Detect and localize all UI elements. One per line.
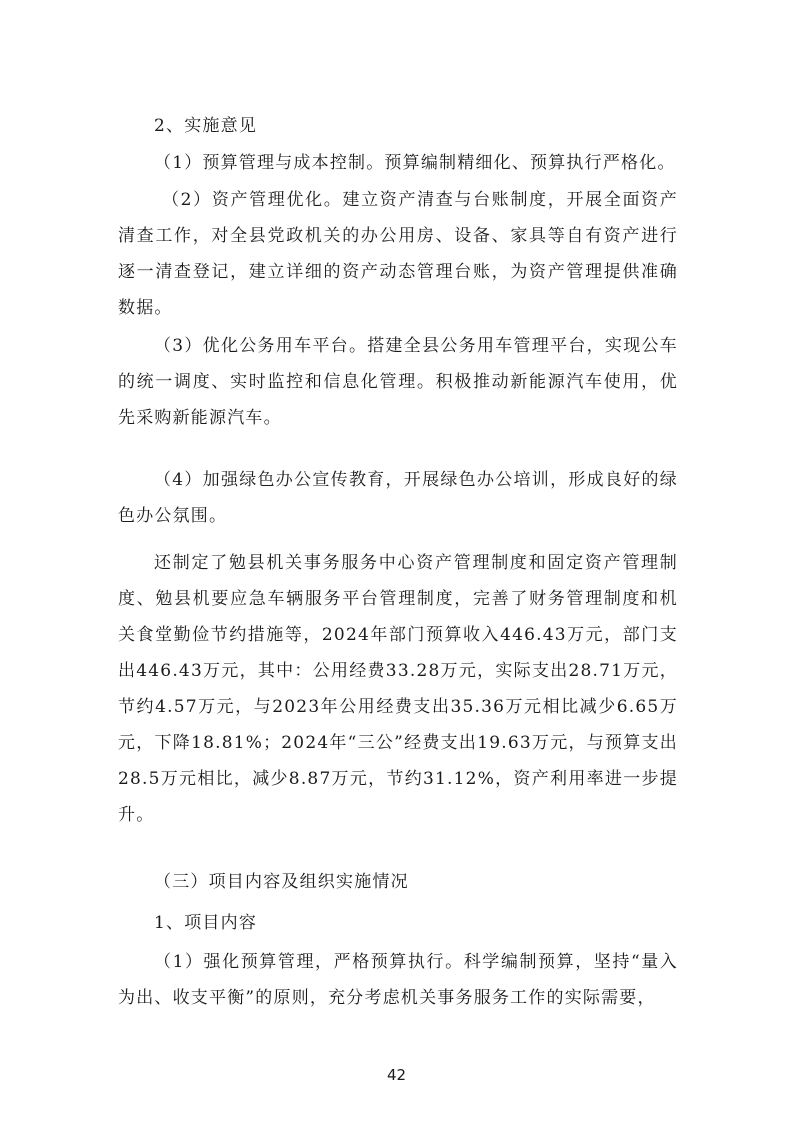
paragraph-budget-summary: 还制定了勉县机关事务服务中心资产管理制度和固定资产管理制度、勉县机要应急车辆服务平台管理制度，完善了财务管理制度和机关食堂勤俭节约措施等，2024年部门预算收入446.43万元，部门支出446.43万元，其中：公用经费33.28万元，实际支出28.71万元，节约4.57万元，与2023年公用经费支出35.36万元相比减少6.65万元，下降18.81%；2024年“三公”经费支出19.63万元，与预算支出28.5万元相比，减少8.87万元，节约31.12%，资产利用率进一步提升。	[118, 553, 678, 825]
paragraph-strengthen-budget: （1）强化预算管理，严格预算执行。科学编制预算，坚持“量入为出、收支平衡”的原则，充分考虑机关事务服务工作的实际需要，	[118, 952, 678, 1008]
page-number: 42	[386, 1066, 407, 1084]
paragraph-green-office: （4）加强绿色办公宣传教育，开展绿色办公培训，形成良好的绿色办公氛围。	[118, 470, 678, 526]
section-heading-implementation: 2、实施意见	[154, 116, 258, 136]
paragraph-asset-management: （2）资产管理优化。建立资产清查与台账制度，开展全面资产清查工作，对全县党政机关的办公用房、设备、家具等自有资产进行逐一清查登记，建立详细的资产动态管理台账，为资产管理提供准确数据。	[118, 190, 678, 318]
paragraph-budget-control: （1）预算管理与成本控制。预算编制精细化、预算执行严格化。	[154, 153, 676, 173]
subheading-project-content: 1、项目内容	[154, 913, 258, 933]
section-heading-project-content: （三）项目内容及组织实施情况	[154, 872, 409, 892]
paragraph-official-vehicles: （3）优化公务用车平台。搭建全县公务用车管理平台，实现公车的统一调度、实时监控和信息化管理。积极推动新能源汽车使用，优先采购新能源汽车。	[118, 336, 678, 428]
